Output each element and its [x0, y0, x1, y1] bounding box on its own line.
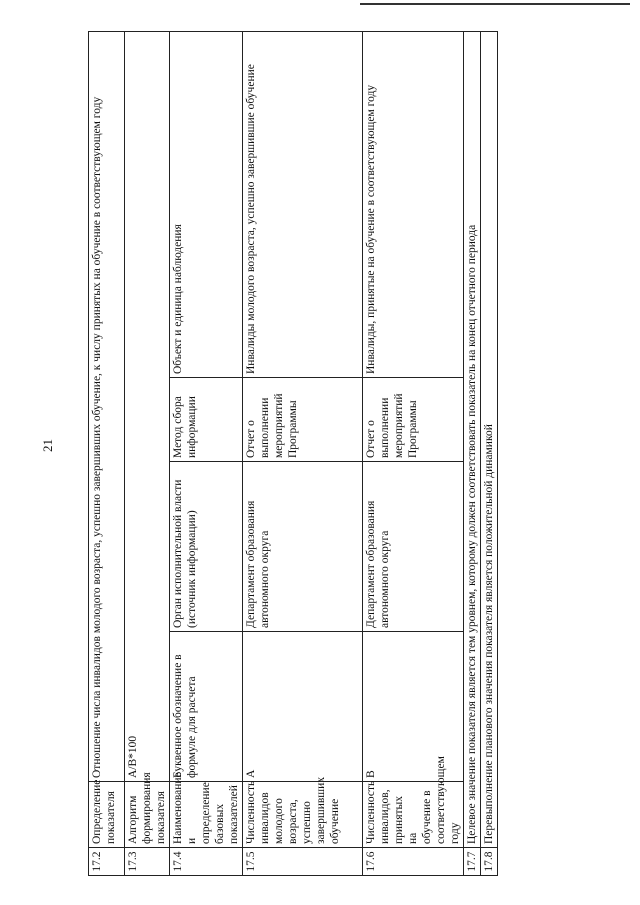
table-row: [170, 32, 243, 876]
cell-letter: B: [363, 632, 464, 782]
table-row: [89, 32, 125, 876]
cell-authority: Департамент образования автономного округа: [243, 462, 363, 632]
row-name: Численность инвалидов молодого возраста, успешно завершивших обучение: [243, 782, 363, 848]
cell-object: Инвалиды молодого возраста, успешно завершившие обучение: [243, 32, 363, 378]
col-authority-header: Орган исполнительной власти (источник информации): [170, 462, 243, 632]
col-object-header: Объект и единица наблюдения: [170, 32, 243, 378]
cell-letter: A: [243, 632, 363, 782]
row-name: Определение показателя: [89, 782, 125, 848]
row-name: Алгоритм формирования показателя: [125, 782, 170, 848]
row-number: 17.4: [170, 848, 243, 876]
row-value: Целевое значение показателя является тем уровнем, которому должен соответствовать показатель на конец отчетного периода: [464, 32, 481, 848]
table-row: [464, 32, 481, 876]
table-row: [125, 32, 170, 876]
row-name: Наименование и определение базовых показателей: [170, 782, 243, 848]
indicator-table: [88, 31, 498, 876]
cell-authority: Департамент образования автономного округа: [363, 462, 464, 632]
col-method-header: Метод сбора информации: [170, 378, 243, 462]
cell-method: Отчет о выполнении мероприятий Программы: [243, 378, 363, 462]
table-row: [363, 32, 464, 876]
rotated-table-container: [88, 31, 496, 876]
table-row: [243, 32, 363, 876]
top-rule: [360, 3, 630, 5]
row-number: 17.3: [125, 848, 170, 876]
row-number: 17.7: [464, 848, 481, 876]
row-name: Численность инвалидов, принятых на обучение в соответствующем году: [363, 782, 464, 848]
table-row: [481, 32, 498, 876]
cell-method: Отчет о выполнении мероприятий Программы: [363, 378, 464, 462]
row-value: Отношение числа инвалидов молодого возраста, успешно завершивших обучение, к числу принятых на обучение в соответствующем году: [89, 32, 125, 782]
col-letter-header: Буквенное обозначение в формуле для расчета: [170, 632, 243, 782]
row-value: A/B*100: [125, 32, 170, 782]
row-value: Перевыполнение планового значения показателя является положительной динамикой: [481, 32, 498, 848]
row-number: 17.5: [243, 848, 363, 876]
cell-object: Инвалиды, принятые на обучение в соответствующем году: [363, 32, 464, 378]
row-number: 17.2: [89, 848, 125, 876]
row-number: 17.6: [363, 848, 464, 876]
row-number: 17.8: [481, 848, 498, 876]
page-number: 21: [40, 439, 55, 452]
